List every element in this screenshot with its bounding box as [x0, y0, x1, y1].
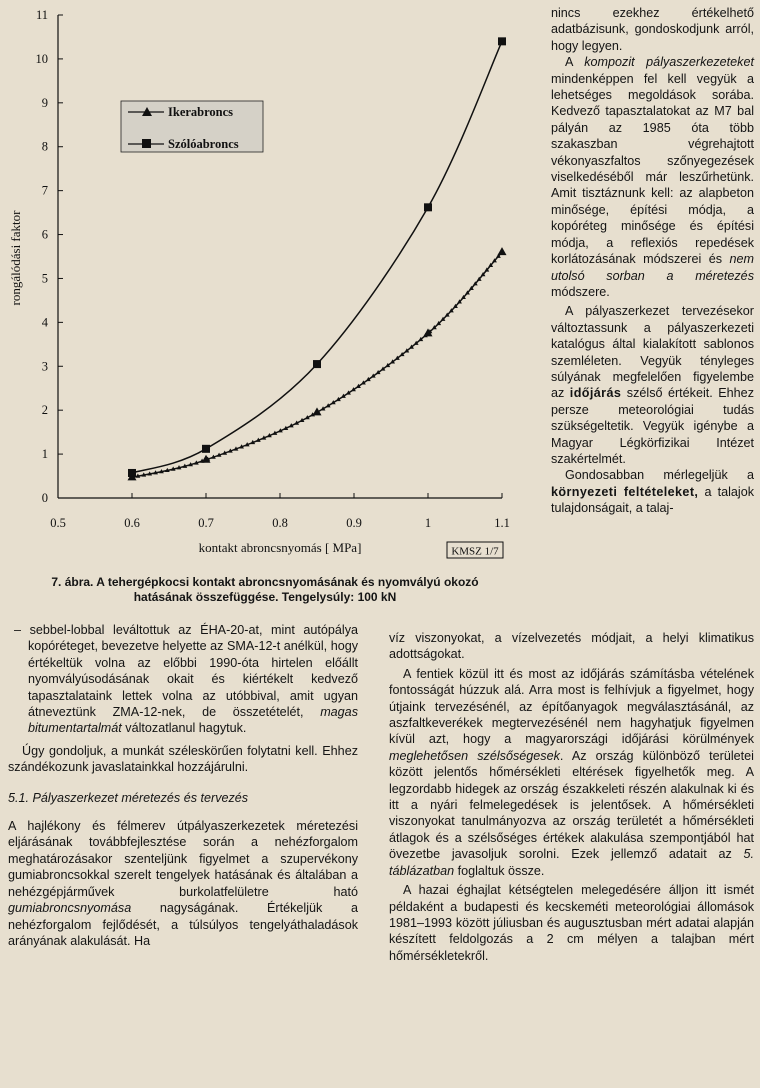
paragraph: A fentiek közül itt és most az időjárás számításba vételének fontosságát húzzuk alá. Arra most is felhívjuk a figyelmet, hogy útjaink tervezésénél, az építőanyagok megválasztásánál, az aszfaltkeverékek megtervezésénél nem hagyhatjuk figyelmen kívül azt, hogy a magyarországi időjárási körülmények meglehetősen szélsőségesek. Az ország különböző területei között jelentős hőmérsékleti eltérések figyelhetők meg. A legzordabb hidegek az ország északkeleti részén alakulnak ki és itt a nyári felmelegedések is jelentősek. A hőmérsékleti viszonyokat tanulmányozva az ország területét a hőmérsékleti átlagok és a szélsőséges értékek alakulása szempontjából hat övezetbe javasoljuk sorolni. Ezek jellemző adatait az 5. táblázatban foglaltuk össze. — [389, 666, 754, 878]
x-tick-label: 0.7 — [198, 516, 214, 530]
chart-tag: KMSZ 1/7 — [451, 545, 499, 558]
figure-caption: 7. ábra. A tehergépkocsi kontakt abroncsnyomásának és nyomvályú okozó hatásának összefüggése. Tengelysúly: 100 kN — [51, 575, 479, 604]
data-point-szólóabroncs — [424, 203, 432, 211]
paragraph: A hajlékony és félmerev útpályaszerkezetek méretezési eljárásának továbbfejlesztése során a nehézforgalom meghatározásakor szenteljünk figyelmet a szupervékony gumiabroncsokkal szerelt tengelyek hatásának és általában a nehézgépjárművek burkolatfelületre ható gumiabroncsnyomása nagyságának. Értékeljük a nehézforgalom fejlődését, a túlsúlyos tengelyáthaladások arányának alakulását. Ha — [8, 819, 358, 948]
paragraph: nincs ezekhez értékelhető adatbázisunk, gondoskodjunk arról, hogy legyen. — [551, 6, 754, 53]
x-axis-label: kontakt abroncsnyomás [ MPa] — [198, 540, 362, 555]
data-point-szólóabroncs — [128, 469, 136, 477]
x-tick-label: 0.8 — [272, 516, 288, 530]
data-point-szólóabroncs — [202, 445, 210, 453]
data-point-szólóabroncs — [313, 360, 321, 368]
right-column-top — [551, 5, 754, 517]
right-column-bottom — [389, 630, 754, 964]
y-tick-label: 10 — [35, 51, 48, 66]
y-tick-label: 3 — [41, 359, 48, 374]
y-tick-label: 9 — [41, 95, 48, 110]
left-column-bottom — [8, 622, 358, 949]
x-tick-label: 0.6 — [124, 516, 140, 530]
y-tick-label: 0 — [41, 491, 48, 505]
y-tick-label: 5 — [41, 271, 48, 286]
data-point-szólóabroncs — [498, 37, 506, 45]
y-tick-label: 11 — [35, 8, 48, 22]
data-point-ikerabroncs — [498, 247, 507, 255]
legend-entry-ikerabroncs: Ikerabroncs — [168, 105, 234, 119]
y-tick-label: 7 — [41, 183, 48, 198]
x-tick-label: 1.1 — [494, 516, 510, 530]
paragraph: Gondosabban mérlegeljük a környezeti feltételeket, a talajok tulajdonságait, a talaj- — [551, 468, 755, 516]
y-tick-label: 2 — [41, 403, 48, 418]
pressure-damage-chart — [0, 0, 540, 572]
y-axis-label: rongálódási faktor — [8, 210, 23, 306]
square-marker-icon — [142, 139, 151, 148]
paragraph: A kompozit pályaszerkezeteket mindenképpen fel kell vegyük a lehetséges megoldások sorába. Kedvező tapasztalatokat az M7 bal pályán az 1985 óta több szakaszban végrehajtott vékonyaszfaltos szőnyegezések viselkedéséből már leszűrhetünk. Amit tisztáznunk kell: az alapbeton minősége, építési módja, a kopóréteg minősége és építési módja, a reflexiós repedések korlátozásának módszerei és nem utolsó sorban a méretezés módszere. — [551, 55, 754, 299]
legend-entry-szoloabroncs: Szólóabroncs — [168, 137, 239, 151]
x-tick-label: 0.5 — [50, 516, 66, 530]
x-tick-label: 0.9 — [346, 516, 362, 530]
paragraph: víz viszonyokat, a vízelvezetés módjait, a helyi klimatikus adottságokat. — [389, 631, 754, 662]
paragraph: – sebbel-lobbal leváltottuk az ÉHA-20-at, mint autópálya kopóréteget, bevezetve helyette az SMA-12-t anélkül, hogy értékeltük volna az előbbi 1990-óta hirtelen előállt nyomvályúsodásának okait és kiértékelt kedvező tapasztalataink lettek volna az utóbbival, amit ugyan átneveztünk ZMA-12-nek, de összetételét, magas bitumentartalmát változatlanul hagytuk. — [14, 623, 358, 736]
section-heading: 5.1. Pályaszerkezet méretezés és tervezés — [8, 790, 249, 805]
paragraph: Úgy gondoljuk, a munkát széleskörűen folytatni kell. Ehhez szándékozunk javaslatainkkal hozzájárulni. — [8, 743, 358, 775]
y-tick-label: 1 — [41, 447, 48, 462]
y-tick-label: 8 — [41, 139, 48, 154]
paragraph: A hazai éghajlat kétségtelen melegedésére álljon itt ismét példaként a budapesti és kecskeméti meteorológiai állomások 1981–1993 között júliusban és augusztusban mért adatai alapján készített feldolgozás a 2 cm mélyen a talajban mért hőmérsékletekről. — [389, 883, 754, 963]
y-tick-label: 6 — [41, 227, 48, 242]
paragraph: A pályaszerkezet tervezésekor változtassunk a pályaszerkezeti katalógus által kialakított sablonos szemléleten. Vegyük tényleges súlyának megfelelően figyelembe az időjárás szélső értékeit. Ehhez persze meteorológiai tudás szükségeltetik. Vegyük igénybe a Magyar Légkörfizikai Intézet szakértelmét. — [551, 304, 754, 466]
y-tick-label: 4 — [41, 315, 48, 330]
chart-legend — [121, 101, 263, 152]
x-tick-label: 1 — [424, 516, 432, 530]
